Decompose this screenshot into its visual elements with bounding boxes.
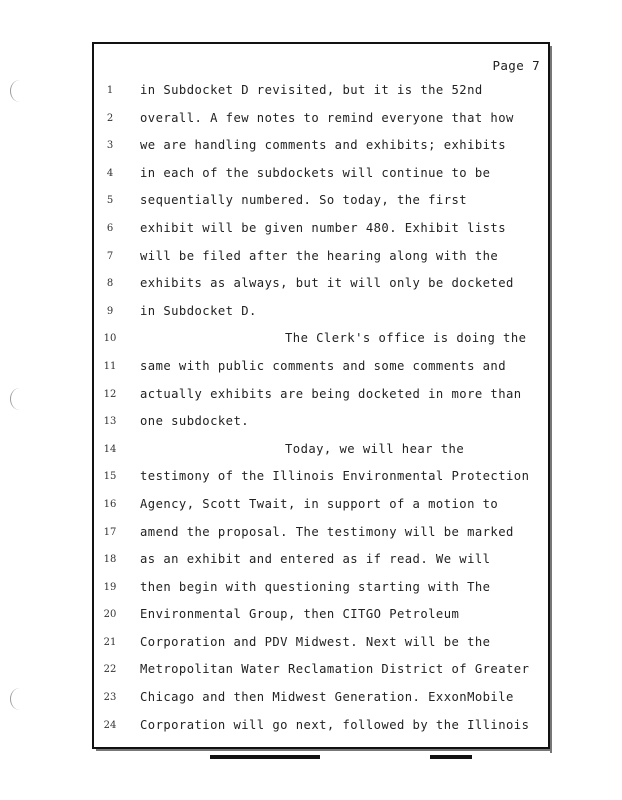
line-number: 2 — [106, 112, 114, 124]
transcript-line — [94, 160, 548, 188]
transcript-line — [94, 243, 548, 271]
line-number: 21 — [103, 636, 117, 648]
transcript-line — [94, 684, 548, 712]
line-number: 10 — [103, 333, 117, 345]
line-number: 24 — [103, 719, 117, 731]
line-number: 13 — [103, 416, 117, 428]
punch-hole-bottom — [10, 688, 29, 710]
line-text: Environmental Group, then CITGO Petroleum — [140, 607, 460, 622]
line-text: amend the proposal. The testimony will be marked — [140, 524, 514, 539]
binding-bar-left — [210, 755, 320, 759]
line-number: 15 — [103, 471, 117, 483]
transcript-line — [94, 408, 548, 436]
line-number: 5 — [106, 195, 114, 207]
transcript-line — [94, 132, 548, 160]
binding-bar-right — [430, 755, 472, 759]
line-number: 3 — [106, 140, 114, 152]
line-text: we are handling comments and exhibits; exhibits — [140, 138, 507, 153]
transcript-line — [94, 656, 548, 684]
transcript-line — [94, 491, 548, 519]
transcript-line — [94, 187, 548, 215]
page-shadow-right — [550, 46, 552, 753]
transcript-line — [94, 353, 548, 381]
line-text: one subdocket. — [140, 414, 250, 429]
page-shadow-bottom — [96, 749, 552, 751]
line-number: 18 — [103, 554, 117, 566]
transcript-page — [92, 42, 550, 749]
transcript-line — [94, 215, 548, 243]
line-text: will be filed after the hearing along with the — [140, 248, 499, 263]
line-text: as an exhibit and entered as if read. We will — [140, 552, 491, 567]
punch-hole-middle — [10, 388, 29, 410]
transcript-line — [94, 712, 548, 740]
transcript-line — [94, 629, 548, 657]
line-text: same with public comments and some comments and — [140, 358, 507, 373]
transcript-line — [94, 463, 548, 491]
transcript-line — [94, 77, 548, 105]
line-number: 1 — [106, 85, 114, 96]
line-text: in Subdocket D. — [140, 303, 257, 318]
line-number: 6 — [106, 222, 114, 234]
line-text: Today, we will hear the — [285, 441, 465, 456]
transcript-line — [94, 381, 548, 409]
transcript-line — [94, 270, 548, 298]
transcript-line — [94, 519, 548, 547]
line-text: then begin with questioning starting with The — [140, 579, 491, 594]
line-number: 20 — [103, 609, 117, 621]
line-text: sequentially numbered. So today, the first — [140, 193, 468, 208]
transcript-line — [94, 436, 548, 464]
line-text: Corporation will go next, followed by the Illinois — [140, 717, 530, 732]
line-text: exhibits as always, but it will only be docketed — [140, 276, 514, 291]
transcript-line — [94, 546, 548, 574]
line-text: Metropolitan Water Reclamation District of Greater — [140, 662, 530, 677]
line-number: 23 — [103, 692, 117, 704]
line-text: in each of the subdockets will continue to be — [140, 165, 491, 180]
line-number: 9 — [106, 305, 114, 317]
line-number: 11 — [103, 360, 117, 372]
transcript-lines — [94, 77, 548, 739]
line-number: 19 — [103, 581, 117, 593]
punch-hole-top — [10, 80, 29, 102]
transcript-line — [94, 325, 548, 353]
line-text: Chicago and then Midwest Generation. ExxonMobile — [140, 690, 514, 705]
line-number: 22 — [103, 664, 117, 676]
line-text: exhibit will be given number 480. Exhibit lists — [140, 220, 507, 235]
line-text: overall. A few notes to remind everyone that how — [140, 110, 514, 125]
page-number-label: Page 7 — [492, 58, 540, 73]
line-number: 8 — [106, 278, 114, 290]
line-number: 12 — [103, 388, 117, 400]
line-number: 17 — [103, 526, 117, 538]
line-text: The Clerk's office is doing the — [285, 331, 527, 346]
line-text: testimony of the Illinois Environmental Protection — [140, 469, 530, 484]
line-text: actually exhibits are being docketed in more than — [140, 386, 522, 401]
line-text: Corporation and PDV Midwest. Next will be the — [140, 634, 491, 649]
line-number: 16 — [103, 498, 117, 510]
line-text: in Subdocket D revisited, but it is the 52nd — [140, 83, 483, 97]
transcript-line — [94, 298, 548, 326]
line-number: 4 — [106, 167, 114, 179]
transcript-line — [94, 105, 548, 133]
line-number: 14 — [103, 443, 117, 455]
line-text: Agency, Scott Twait, in support of a motion to — [140, 496, 499, 511]
transcript-line — [94, 574, 548, 602]
transcript-line — [94, 601, 548, 629]
line-number: 7 — [106, 250, 114, 262]
